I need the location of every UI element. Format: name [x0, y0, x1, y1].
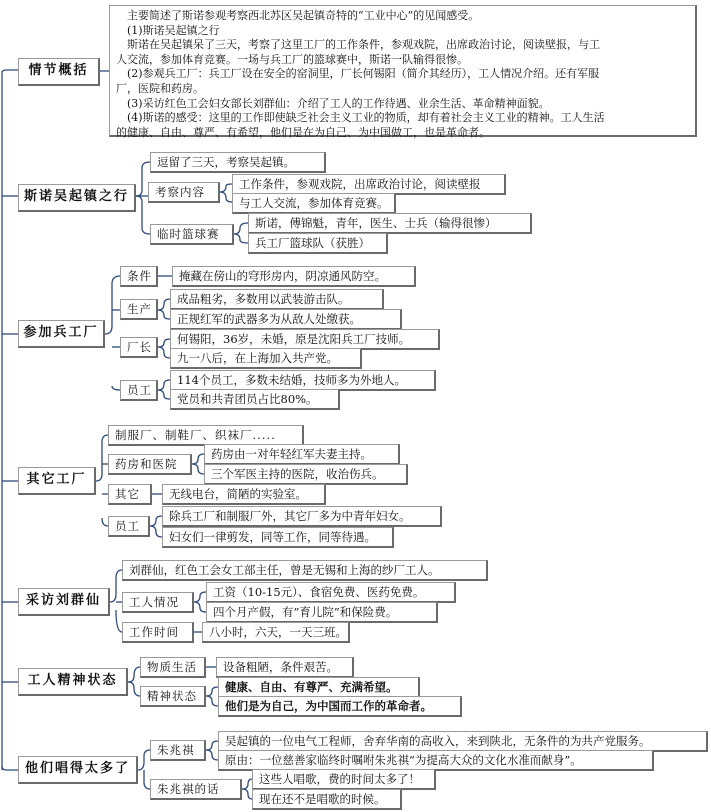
zhu-zhaoqi-node[interactable]: 朱兆祺: [150, 740, 206, 761]
summary-box: [109, 5, 697, 137]
zhu-zhaoqi-item: 原由：一位慈善家临终时嘱咐朱兆祺“为提高大众的文化水准而献身”。: [218, 750, 654, 771]
arsenal-production-item: 正规红军的武器多为从敌人处缴获。: [170, 309, 402, 330]
category-node-arsenal[interactable]: 参加兵工厂: [18, 320, 105, 348]
arsenal-staff-node[interactable]: 员工: [120, 380, 158, 401]
inspection-item: 与工人交流，参加体育竞赛。: [232, 193, 396, 214]
arsenal-conditions-node[interactable]: 条件: [120, 266, 158, 287]
worker-conditions-item: 工资（10-15元）、食宿免费、医药免费。: [206, 582, 456, 603]
other-facilities-item: 无线电台，简陋的实验室。: [162, 484, 326, 505]
working-hours-item: 八小时，六天，一天三班。: [202, 622, 350, 643]
category-node-worker-spirit[interactable]: 工人精神状态: [18, 668, 128, 696]
working-hours-node[interactable]: 工作时间: [122, 622, 194, 643]
summary-line: 主要简述了斯诺参观考察西北苏区吴起镇奇特的“工业中心”的见闻感受。: [116, 9, 480, 22]
zhu-words-node[interactable]: 朱兆祺的话: [150, 779, 242, 800]
arsenal-director-item: 何锡阳，36岁，未婚，原是沈阳兵工厂技师。: [170, 329, 440, 350]
category-node-other-factories[interactable]: 其它工厂: [18, 467, 96, 495]
summary-line: (3)采访红色工会妇女部长刘群仙：介绍了工人的工作待遇、业余生活、革命精神面貌。: [116, 96, 550, 110]
worker-conditions-item: 四个月产假，有”育儿院”和保险费。: [206, 602, 438, 623]
category-node-liu-interview[interactable]: 采访刘群仙: [18, 588, 110, 616]
arsenal-director-node[interactable]: 厂长: [120, 337, 158, 358]
liu-intro-node: 刘群仙，红色工会女工部主任，曾是无锡和上海的纱厂工人。: [122, 560, 488, 581]
material-life-item: 设备粗陋，条件艰苦。: [216, 657, 354, 678]
other-staff-node[interactable]: 员工: [108, 516, 150, 537]
spirit-state-item: 他们是为自己，为中国而工作的革命者。: [218, 696, 462, 717]
basketball-team-item: 兵工厂篮球队（获胜）: [248, 233, 388, 254]
zhu-words-item: 这些人唱歌，费的时间太多了！: [252, 769, 436, 790]
inspection-item: 工作条件，参观戏院，出席政治讨论，阅读壁报: [232, 174, 506, 195]
category-node-wuqi-visit[interactable]: 斯诺吴起镇之行: [18, 184, 136, 212]
pharmacy-hospital-node[interactable]: 药房和医院: [108, 454, 192, 475]
pharmacy-hospital-item: 三个军医主持的医院，收治伤兵。: [204, 464, 408, 485]
arsenal-staff-item: 114个员工，多数未结婚，技师多为外地人。: [170, 370, 436, 391]
pharmacy-hospital-item: 药房由一对年轻红军夫妻主持。: [204, 444, 400, 465]
inspection-content-node[interactable]: 考察内容: [148, 182, 220, 203]
basketball-match-node[interactable]: 临时篮球赛: [150, 224, 234, 245]
arsenal-conditions-item: 掩藏在傍山的穹形房内，阴凉通风防空。: [172, 266, 416, 287]
material-life-node[interactable]: 物质生活: [140, 657, 206, 678]
zhu-words-item: 现在还不是唱歌的时候。: [252, 789, 402, 810]
other-facilities-node[interactable]: 其它: [108, 484, 152, 505]
arsenal-production-node[interactable]: 生产: [120, 299, 158, 320]
category-node-too-much-singing[interactable]: 他们唱得太多了: [18, 756, 138, 784]
summary-line: 斯诺在吴起镇呆了三天，考察了这里工厂的工作条件，参观戏院，出席政治讨论，阅读壁报，与工: [116, 38, 600, 52]
arsenal-production-item: 成品粗劣，多数用以武装游击队。: [170, 289, 384, 310]
zhu-zhaoqi-item: 吴起镇的一位电气工程师，舍弃华南的高收入，来到陕北，无条件的为共产党服务。: [218, 731, 708, 752]
summary-line: 的健康、自由、尊严、有希望，他们是在为自己、为中国做工，也是革命者。: [116, 125, 490, 139]
uniform-factories-node[interactable]: 制服厂、制鞋厂、织袜厂.....: [108, 425, 304, 446]
summary-line: (4)斯诺的感受：这里的工作即使缺乏社会主义工业的物质，却有着社会主义工业的精神。工人生活: [116, 111, 605, 125]
other-staff-item: 除兵工厂和制服厂外，其它厂多为中青年妇女。: [162, 506, 442, 527]
other-staff-item: 妇女们一律剪发，同等工作，同等待遇。: [162, 527, 394, 548]
arsenal-staff-item: 党员和共青团员占比80%。: [170, 389, 340, 410]
arsenal-director-item: 九一八后，在上海加入共产党。: [170, 348, 362, 369]
summary-line: (2)参观兵工厂：兵工厂设在安全的窑洞里，厂长何锡阳（简介其经历），工人情况介绍。还有军服: [116, 67, 600, 81]
summary-line: (1)斯诺吴起镇之行: [116, 23, 220, 37]
category-node-plot-summary[interactable]: 情节概括: [18, 58, 100, 86]
summary-line: 人交流，参加体育竞赛。一场与兵工厂的篮球赛中，斯诺一队输得很惨。: [116, 52, 468, 66]
spirit-state-node[interactable]: 精神状态: [140, 686, 206, 707]
spirit-state-item: 健康、自由、有尊严、充满希望。: [218, 677, 420, 698]
wuqi-stay-node: 逗留了三天，考察吴起镇。: [150, 152, 326, 173]
worker-conditions-node[interactable]: 工人情况: [122, 592, 194, 613]
basketball-team-item: 斯诺，傅锦魁，青年，医生、士兵（输得很惨）: [248, 213, 532, 234]
summary-line: 厂，医院和药房。: [116, 81, 204, 95]
